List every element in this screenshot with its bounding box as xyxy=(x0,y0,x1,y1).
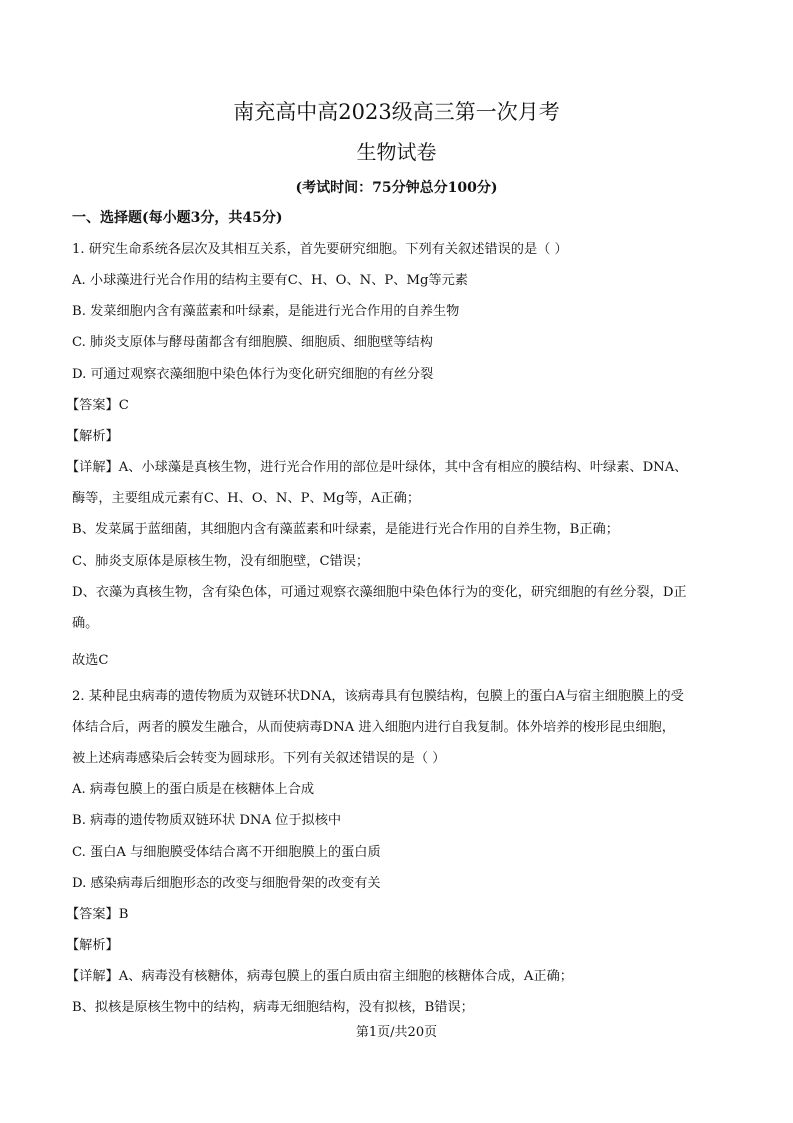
q1-detail-line: 确。 xyxy=(72,616,99,631)
exam-subtitle: 生物试卷 xyxy=(356,140,437,164)
page-number: 第1页/共20页 xyxy=(355,1025,438,1040)
q1-option-c: C. 肺炎支原体与酵母菌都含有细胞膜、细胞质、细胞壁等结构 xyxy=(72,335,433,350)
exam-title: 南充高中高2023级高三第一次月考 xyxy=(233,100,560,124)
q1-detail-line: C、肺炎支原体是原核生物，没有细胞壁，C错误； xyxy=(72,554,370,569)
q1-conclusion: 故选C xyxy=(72,653,109,668)
q2-detail-line: B、拟核是原核生物中的结构，病毒无细胞结构，没有拟核，B错误； xyxy=(72,1000,474,1015)
q2-option-b: B. 病毒的遗传物质双链环状 DNA 位于拟核中 xyxy=(72,813,342,828)
q1-analysis-label: 【解析】 xyxy=(66,429,119,444)
q2-stem-line: 被上述病毒感染后会转变为圆球形。下列有关叙述错误的是（ ） xyxy=(72,751,446,766)
q2-stem-line: 体结合后，两者的膜发生融合，从而使病毒DNA 进入细胞内进行自我复制。体外培养的梭形昆虫细胞， xyxy=(72,720,675,735)
q2-option-c: C. 蛋白A 与细胞膜受体结合离不开细胞膜上的蛋白质 xyxy=(72,845,381,860)
q2-option-d: D. 感染病毒后细胞形态的改变与细胞骨架的改变有关 xyxy=(72,876,381,891)
section-heading: 一、选择题(每小题3分，共45分) xyxy=(72,210,283,226)
q1-detail-line: B、发菜属于蓝细菌，其细胞内含有藻蓝素和叶绿素，是能进行光合作用的自养生物，B正确； xyxy=(72,522,619,537)
q2-stem-line: 2. 某种昆虫病毒的遗传物质为双链环状DNA，该病毒具有包膜结构，包膜上的蛋白A与宿主细胞膜上的受 xyxy=(72,689,684,704)
q1-option-d: D. 可通过观察衣藻细胞中染色体行为变化研究细胞的有丝分裂 xyxy=(72,367,434,382)
q2-analysis-label: 【解析】 xyxy=(66,938,119,953)
q1-detail-line: 【详解】A、小球藻是真核生物，进行光合作用的部位是叶绿体，其中含有相应的膜结构、叶绿素、DNA、 xyxy=(66,460,688,475)
q1-option-a: A. 小球藻进行光合作用的结构主要有C、H、O、N、P、Mg等元素 xyxy=(72,273,468,288)
q1-detail-line: D、衣藻为真核生物，含有染色体，可通过观察衣藻细胞中染色体行为的变化，研究细胞的有丝分裂，D正 xyxy=(72,585,687,600)
q2-answer: 【答案】B xyxy=(66,907,129,922)
q1-option-b: B. 发菜细胞内含有藻蓝素和叶绿素，是能进行光合作用的自养生物 xyxy=(72,304,460,319)
q1-answer: 【答案】C xyxy=(66,398,129,413)
q2-detail-line: 【详解】A、病毒没有核糖体，病毒包膜上的蛋白质由宿主细胞的核糖体合成，A正确； xyxy=(66,969,573,984)
q1-detail-line: 酶等，主要组成元素有C、H、O、N、P、Mg等，A正确； xyxy=(72,491,421,506)
exam-info: (考试时间：75分钟总分100分) xyxy=(295,180,498,196)
q2-option-a: A. 病毒包膜上的蛋白质是在核糖体上合成 xyxy=(72,782,315,797)
q1-stem: 1. 研究生命系统各层次及其相互关系，首先要研究细胞。下列有关叙述错误的是（ ） xyxy=(72,242,568,257)
